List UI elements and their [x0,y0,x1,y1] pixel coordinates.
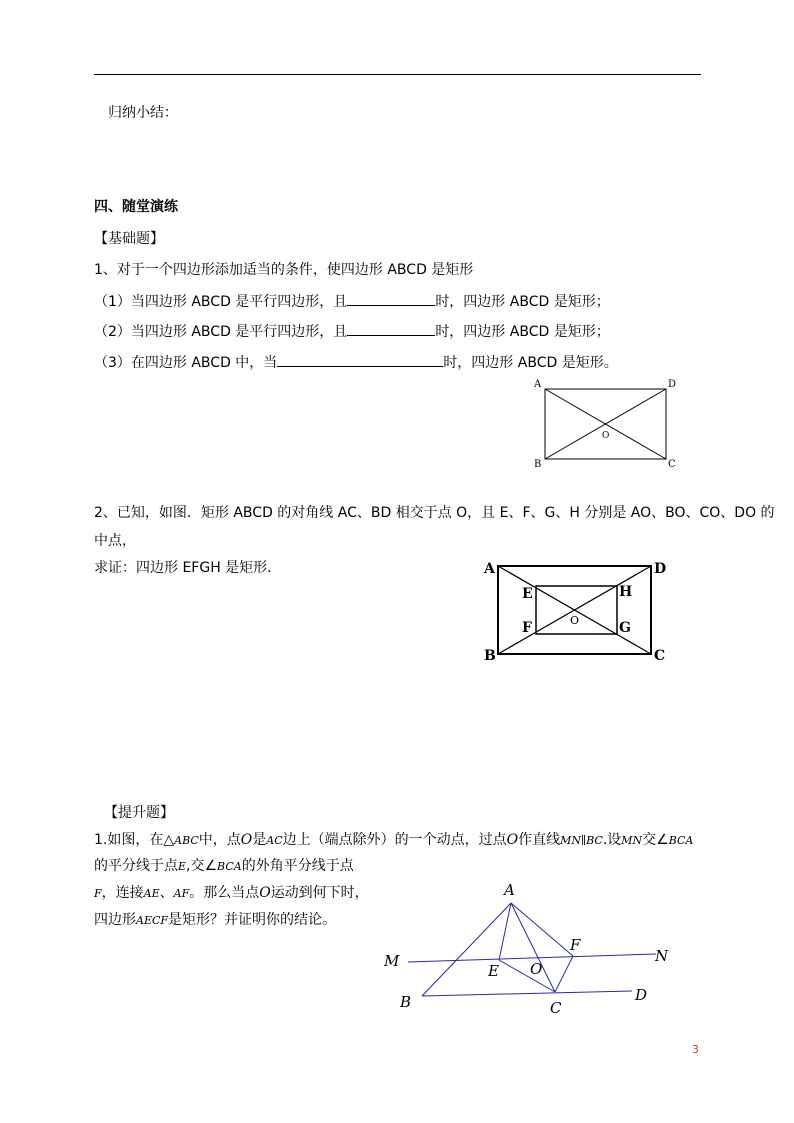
label-h: H [619,584,633,600]
figure-rectangle-abcd [528,374,688,472]
label-c: C [668,459,676,470]
advanced-header: 【提升题】 [104,805,174,821]
math-f: F [94,887,102,900]
q1-stem: 1、对于一个四边形添加适当的条件，使四边形 ABCD 是矩形 [94,262,474,278]
summary-label: 归纳小结： [108,105,178,121]
side-ab [422,903,511,996]
line-bd [422,991,632,996]
text: 运动到何下时， [270,885,369,901]
text: ,交∠ [186,858,218,874]
adv-q1-line4 [94,909,336,929]
math-af: AF [173,887,190,900]
text: 作直线 [518,832,561,848]
math-o: O [240,832,253,848]
label-a: A [534,379,542,390]
answer-blank-1[interactable] [347,291,435,306]
side-ac [511,903,555,992]
label-o: O [530,960,543,978]
label-c: C [550,999,562,1017]
item3-prefix: （3）在四边形 ABCD 中，当 [94,355,278,371]
math-mn-parallel-bc: MN∥BC [560,834,603,847]
text: 的平分线于点 [94,858,178,874]
label-a: A [504,881,515,899]
label-g: G [619,620,631,636]
answer-blank-2[interactable] [347,321,435,336]
segment-af [511,903,573,956]
q2-line3: 求证：四边形 EFGH 是矩形． [94,560,282,576]
item2-prefix: （2）当四边形 ABCD 是平行四边形，且 [94,324,348,340]
answer-blank-3[interactable] [277,352,443,367]
text: 是矩形？并证明你的结论。 [168,912,337,928]
adv-q1-line1 [94,829,693,849]
math-bca: BCA [217,860,242,873]
math-mn: MN [621,834,643,847]
q1-item1 [94,291,610,311]
section-title: 四、随堂演练 [94,199,178,215]
item1-prefix: （1）当四边形 ABCD 是平行四边形，且 [94,294,348,310]
figure-triangle-aecf [378,878,678,1018]
label-m: M [384,952,400,970]
q2-line1: 2、已知，如图．矩形 ABCD 的对角线 AC、BD 相交于点 O，且 E、F、G、H 分别是 AO、BO、CO、DO 的 [94,505,775,521]
label-b: B [484,648,496,664]
math-abc: ABC [174,834,199,847]
text: 四边形 [94,912,136,928]
label-f: F [522,620,532,636]
text: 1.如图，在△ [94,832,175,848]
math-ac: AC [266,834,283,847]
text: 边上（端点除外）的一个动点，过点 [282,832,507,848]
adv-q1-line2 [94,855,354,875]
header-rule [94,74,701,75]
text: .设 [602,832,622,848]
label-e: E [522,586,533,602]
segment-fc [555,956,573,992]
math-e: E [178,860,187,873]
label-o: O [570,614,580,627]
text: 、 [159,885,174,901]
text: 中，点 [198,832,241,848]
label-d: D [668,379,677,390]
label-a: A [484,561,495,577]
segment-ae [499,903,511,960]
label-o: O [602,431,610,441]
item1-suffix: 时，四边形 ABCD 是矩形； [435,294,610,310]
label-b: B [534,459,542,470]
figure-rectangle-efgh [480,556,670,666]
page-number: 3 [692,1043,699,1056]
math-bca: BCA [668,834,694,847]
label-n: N [655,947,669,965]
label-c: C [654,648,666,664]
q1-item2 [94,321,610,341]
math-aecf: AECF [136,914,169,927]
adv-q1-line3 [94,882,369,902]
q2-line2: 中点， [94,533,136,549]
math-ae: AE [143,887,160,900]
text: 交∠ [642,832,669,848]
math-o: O [259,885,271,901]
item3-suffix: 时，四边形 ABCD 是矩形。 [443,355,618,371]
label-b: B [400,993,412,1011]
label-d: D [635,986,648,1004]
label-f: F [570,936,581,954]
q1-item3 [94,352,618,372]
text: 。那么当点 [189,885,260,901]
label-d: D [654,561,667,577]
text: 的外角平分线于点 [241,858,354,874]
label-e: E [488,962,499,980]
math-o: O [506,832,519,848]
basic-header: 【基础题】 [94,231,164,247]
text: 是 [252,832,267,848]
item2-suffix: 时，四边形 ABCD 是矩形； [435,324,610,340]
text: ，连接 [101,885,144,901]
